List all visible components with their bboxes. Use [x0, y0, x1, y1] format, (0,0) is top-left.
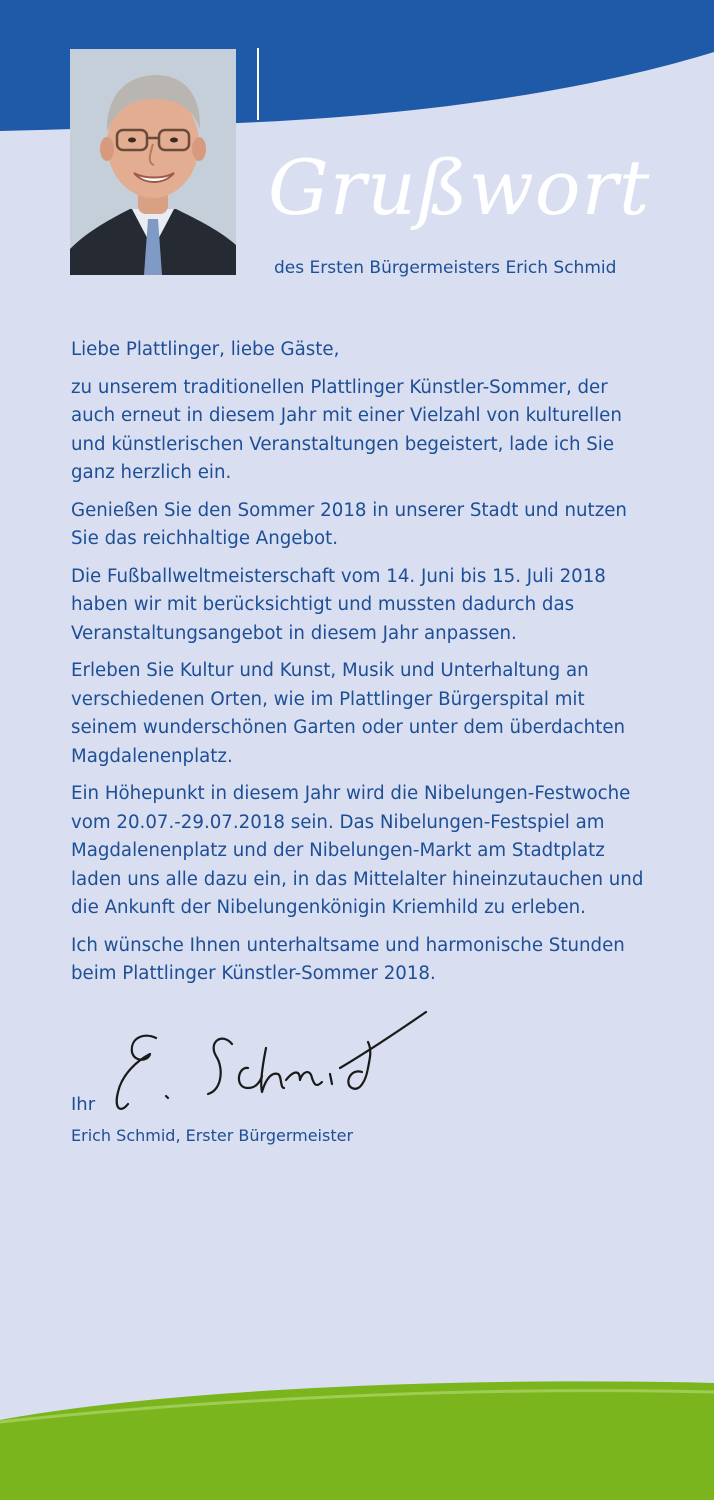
mayor-portrait-photo — [70, 49, 236, 275]
page-subtitle: des Ersten Bürgermeisters Erich Schmid — [274, 258, 617, 278]
letter-closing: Ihr — [71, 1094, 96, 1115]
letter-body — [71, 336, 656, 998]
letter-paragraph: Erleben Sie Kultur und Kunst, Musik und Unterhaltung an verschiedenen Orten, wie im Plattlinger Bürgerspital mit seinem wunderschönen Garten oder unter dem überdachten Magdalenenplatz. — [71, 660, 626, 767]
letter-paragraph: zu unserem traditionellen Plattlinger Künstler-Sommer, der auch erneut in diesem Jahr mit einer Vielzahl von kulturellen und künstlerischen Veranstaltungen begeistert, lade ich Sie ganz herzlich ein. — [71, 376, 622, 483]
letter-salutation: Liebe Plattlinger, liebe Gäste, — [71, 339, 340, 360]
letter-paragraph: Ein Höhepunkt in diesem Jahr wird die Nibelungen-Festwoche vom 20.07.-29.07.2018 sein. Das Nibelungen-Festspiel am Magdalenenplatz und der Nibelungen-Markt am Stadtplatz laden uns alle dazu ein, in das Mittelalter hineinzutauchen und die Ankunft der Nibelungenkönigin Kriemhild zu erleben. — [71, 783, 644, 918]
letter-paragraph: Genießen Sie den Sommer 2018 in unserer Stadt und nutzen Sie das reichhaltige Angebot. — [71, 499, 627, 549]
signer-name: Erich Schmid, Erster Bürgermeister — [71, 1126, 354, 1145]
handwritten-signature — [100, 1008, 430, 1118]
page-title: Grußwort — [268, 143, 651, 232]
letter-paragraph: Ich wünsche Ihnen unterhaltsame und harmonische Stunden beim Plattlinger Künstler-Sommer 2018. — [71, 934, 625, 984]
letter-paragraph: Die Fußballweltmeisterschaft vom 14. Juni bis 15. Juli 2018 haben wir mit berücksichtigt und mussten dadurch das Veranstaltungsangebot in diesem Jahr anpassen. — [71, 565, 606, 644]
header-divider-line — [257, 48, 259, 120]
